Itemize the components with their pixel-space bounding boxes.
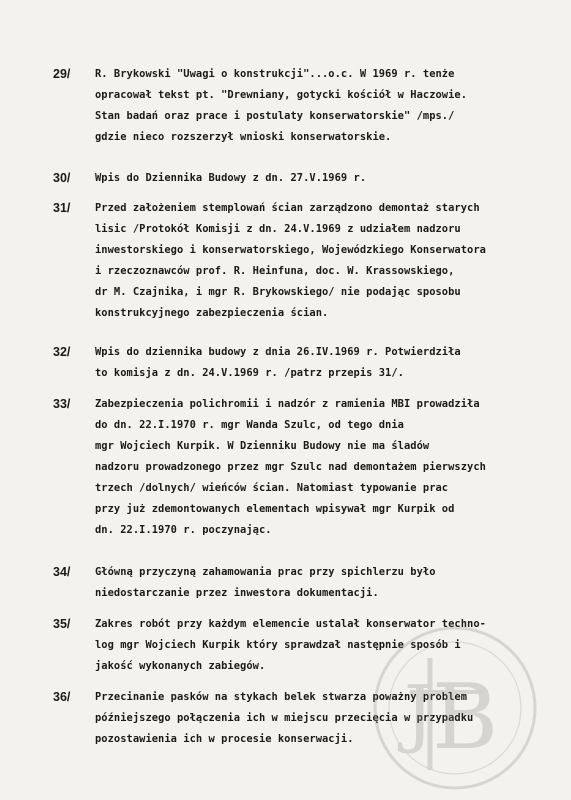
- footnote-line: Przed założeniem stemplowań ścian zarządzono demontaż starych: [95, 202, 480, 214]
- footnote-line: i rzeczoznawców prof. R. Heinfuna, doc. W. Krassowskiego,: [95, 265, 455, 277]
- footnote-line: Zabezpieczenia polichromii i nadzór z ramienia MBI prowadziła: [95, 398, 480, 410]
- footnote-line: Wpis do Dziennika Budowy z dn. 27.V.1969 r.: [95, 172, 367, 184]
- footnote-line: późniejszego połączenia ich w miejscu przecięcia w przypadku: [95, 712, 474, 724]
- footnote-line: mgr Wojciech Kurpik. W Dzienniku Budowy nie ma śladów: [95, 440, 430, 452]
- footnote-number: 30/: [53, 171, 71, 185]
- footnote-line: przy już zdemontowanych elementach wpisywał mgr Kurpik od: [95, 503, 455, 515]
- footnote-number: 33/: [53, 397, 71, 411]
- footnote-line: jakość wykonanych zabiegów.: [95, 660, 266, 672]
- footnote-34: [53, 562, 565, 604]
- svg-text:J: J: [404, 670, 434, 756]
- footnote-line: dn. 22.I.1970 r. poczynając.: [95, 524, 272, 536]
- footnote-line: R. Brykowski "Uwagi o konstrukcji"...o.c. W 1969 r. tenże: [95, 68, 455, 80]
- footnote-line: to komisja z dn. 24.V.1969 r. /patrz przepis 31/.: [95, 367, 404, 379]
- footnote-number: 35/: [53, 617, 71, 631]
- footnote-33: [53, 394, 565, 541]
- footnote-30: [53, 168, 565, 189]
- footnote-line: Wpis do dziennika budowy z dnia 26.IV.1969 r. Potwierdziła: [95, 346, 461, 358]
- footnote-line: Zakres robót przy każdym elemencie ustalał konserwator techno-: [95, 618, 486, 630]
- footnote-line: Główną przyczyną zahamowania prac przy spichlerzu było: [95, 566, 436, 578]
- footnote-number: 29/: [53, 67, 71, 81]
- footnote-line: opracował tekst pt. "Drewniany, gotycki kościół w Haczowie.: [95, 89, 468, 101]
- archive-watermark-seal: [370, 620, 540, 795]
- footnote-line: niedostarczanie przez inwestora dokumentacji.: [95, 587, 379, 599]
- footnote-number: 31/: [53, 201, 71, 215]
- footnote-number: 32/: [53, 345, 71, 359]
- footnote-line: dr M. Czajnika, i mgr R. Brykowskiego/ nie podając sposobu: [95, 286, 461, 298]
- footnote-line: Stan badań oraz prace i postulaty konserwatorskie" /mps./: [95, 110, 455, 122]
- footnote-line: log mgr Wojciech Kurpik który sprawdzał następnie sposób i: [95, 639, 461, 651]
- footnote-line: nadzoru prowadzonego przez mgr Szulc nad demontażem pierwszych: [95, 461, 486, 473]
- footnote-line: do dn. 22.I.1970 r. mgr Wanda Szulc, od tego dnia: [95, 419, 404, 431]
- footnote-line: gdzie nieco rozszerzył wnioski konserwatorskie.: [95, 131, 392, 143]
- footnote-32: [53, 342, 565, 384]
- footnote-line: Przecinanie pasków na stykach belek stwarza poważny problem: [95, 691, 468, 703]
- footnote-29: [53, 64, 565, 148]
- footnote-number: 34/: [53, 565, 71, 579]
- footnote-line: lisic /Protokół Komisji z dn. 24.V.1969 z udziałem nadzoru: [95, 223, 461, 235]
- footnote-line: inwestorskiego i konserwatorskiego, Wojewódzkiego Konserwatora: [95, 244, 486, 256]
- footnote-line: konstrukcyjnego zabezpieczenia ścian.: [95, 307, 329, 319]
- footnote-number: 36/: [53, 690, 71, 704]
- svg-text:B: B: [432, 665, 499, 770]
- footnote-line: trzech /dolnych/ wieńców ścian. Natomiast typowanie prac: [95, 482, 449, 494]
- footnote-31: [53, 198, 565, 324]
- footnote-line: pozostawienia ich w procesie konserwacji.: [95, 733, 354, 745]
